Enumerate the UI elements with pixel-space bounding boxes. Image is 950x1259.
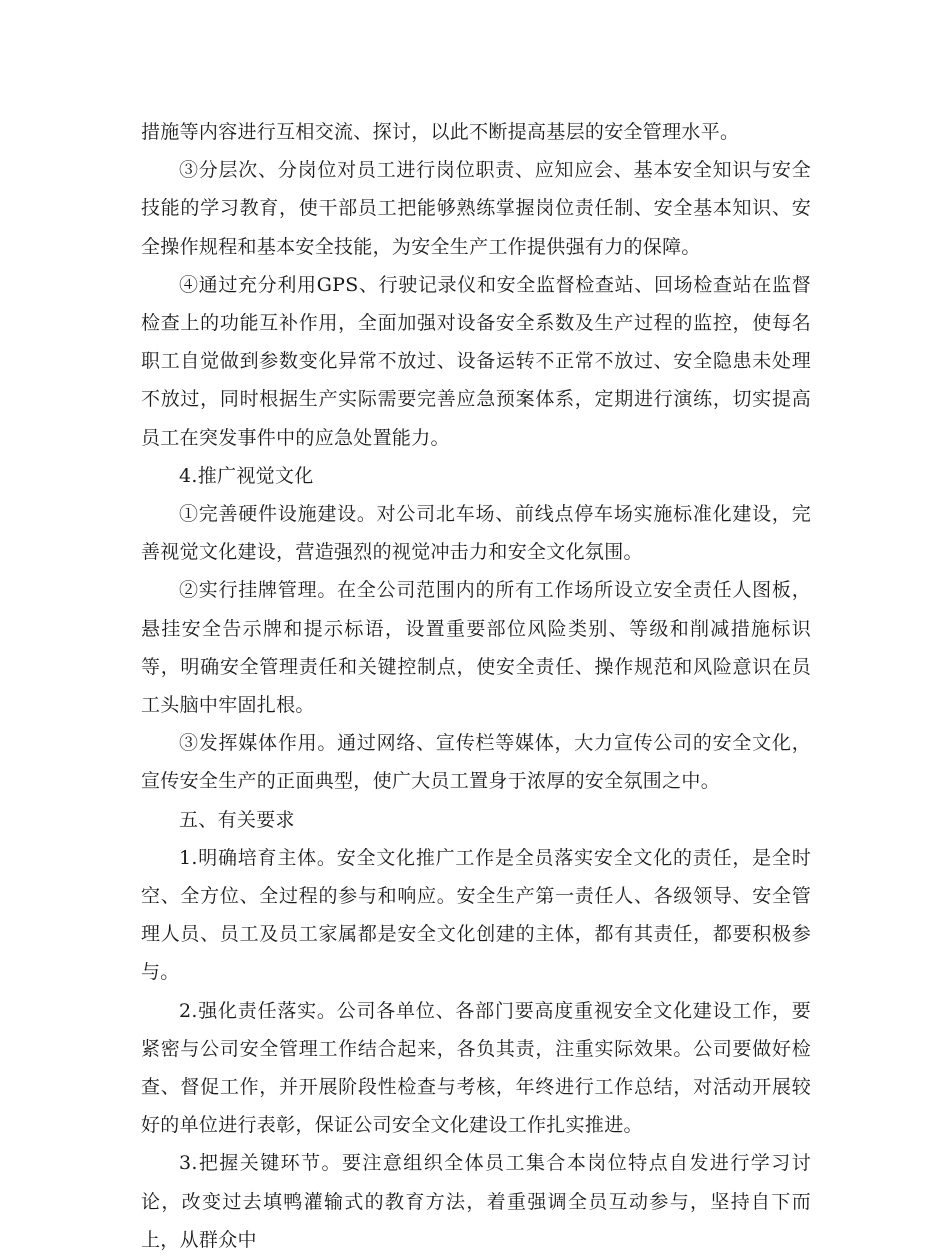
paragraph-media-item-3: ③发挥媒体作用。通过网络、宣传栏等媒体，大力宣传公司的安全文化，宣传安全生产的正面典型，使广大员工置身于浓厚的安全氛围之中。 <box>141 732 811 793</box>
paragraph-training-item-3: ③分层次、分岗位对员工进行岗位职责、应知应会、基本安全知识与安全技能的学习教育，使干部员工把能够熟练掌握岗位责任制、安全基本知识、安全操作规程和基本安全技能，为安全生产工作提供强有力的保障。 <box>141 159 811 258</box>
section-heading-visual-culture: 4.推广视觉文化 <box>179 464 314 487</box>
paragraph-monitoring-item-4: ④通过充分利用GPS、行驶记录仪和安全监督检查站、回场检查站在监督检查上的功能互补作用，全面加强对设备安全系数及生产过程的监控，使每名职工自觉做到参数变化异常不放过、设备运转不正常不放过、安全隐患未处理不放过，同时根据生产实际需要完善应急预案体系，定期进行演练，切实提高员工在突发事件中的应急处置能力。 <box>141 273 811 449</box>
paragraph-signage-item-2: ②实行挂牌管理。在全公司范围内的所有工作场所设立安全责任人图板，悬挂安全告示牌和提示标语，设置重要部位风险类别、等级和削减措施标识等，明确安全管理责任和关键控制点，使安全责任、操作规范和风险意识在员工头脑中牢固扎根。 <box>141 579 811 717</box>
document-body <box>141 113 811 1259</box>
paragraph-requirement-3: 3.把握关键环节。要注意组织全体员工集合本岗位特点自发进行学习讨论，改变过去填鸭灌输式的教育方法，着重强调全员互动参与，坚持自下而上，从群众中 <box>141 1152 811 1251</box>
section-heading-requirements: 五、有关要求 <box>179 808 295 831</box>
paragraph-requirement-2: 2.强化责任落实。公司各单位、各部门要高度重视安全文化建设工作，要紧密与公司安全管理工作结合起来，各负其责，注重实际效果。公司要做好检查、督促工作，并开展阶段性检查与考核，年终进行工作总结，对活动开展较好的单位进行表彰，保证公司安全文化建设工作扎实推进。 <box>141 999 811 1137</box>
paragraph-requirement-1: 1.明确培育主体。安全文化推广工作是全员落实安全文化的责任，是全时空、全方位、全过程的参与和响应。安全生产第一责任人、各级领导、安全管理人员、员工及员工家属都是安全文化创建的主体，都有其责任，都要积极参与。 <box>141 846 811 984</box>
paragraph-hardware-item-1: ①完善硬件设施建设。对公司北车场、前线点停车场实施标准化建设，完善视觉文化建设，营造强烈的视觉冲击力和安全文化氛围。 <box>141 503 811 564</box>
paragraph-continuation: 措施等内容进行互相交流、探讨，以此不断提高基层的安全管理水平。 <box>141 121 740 143</box>
